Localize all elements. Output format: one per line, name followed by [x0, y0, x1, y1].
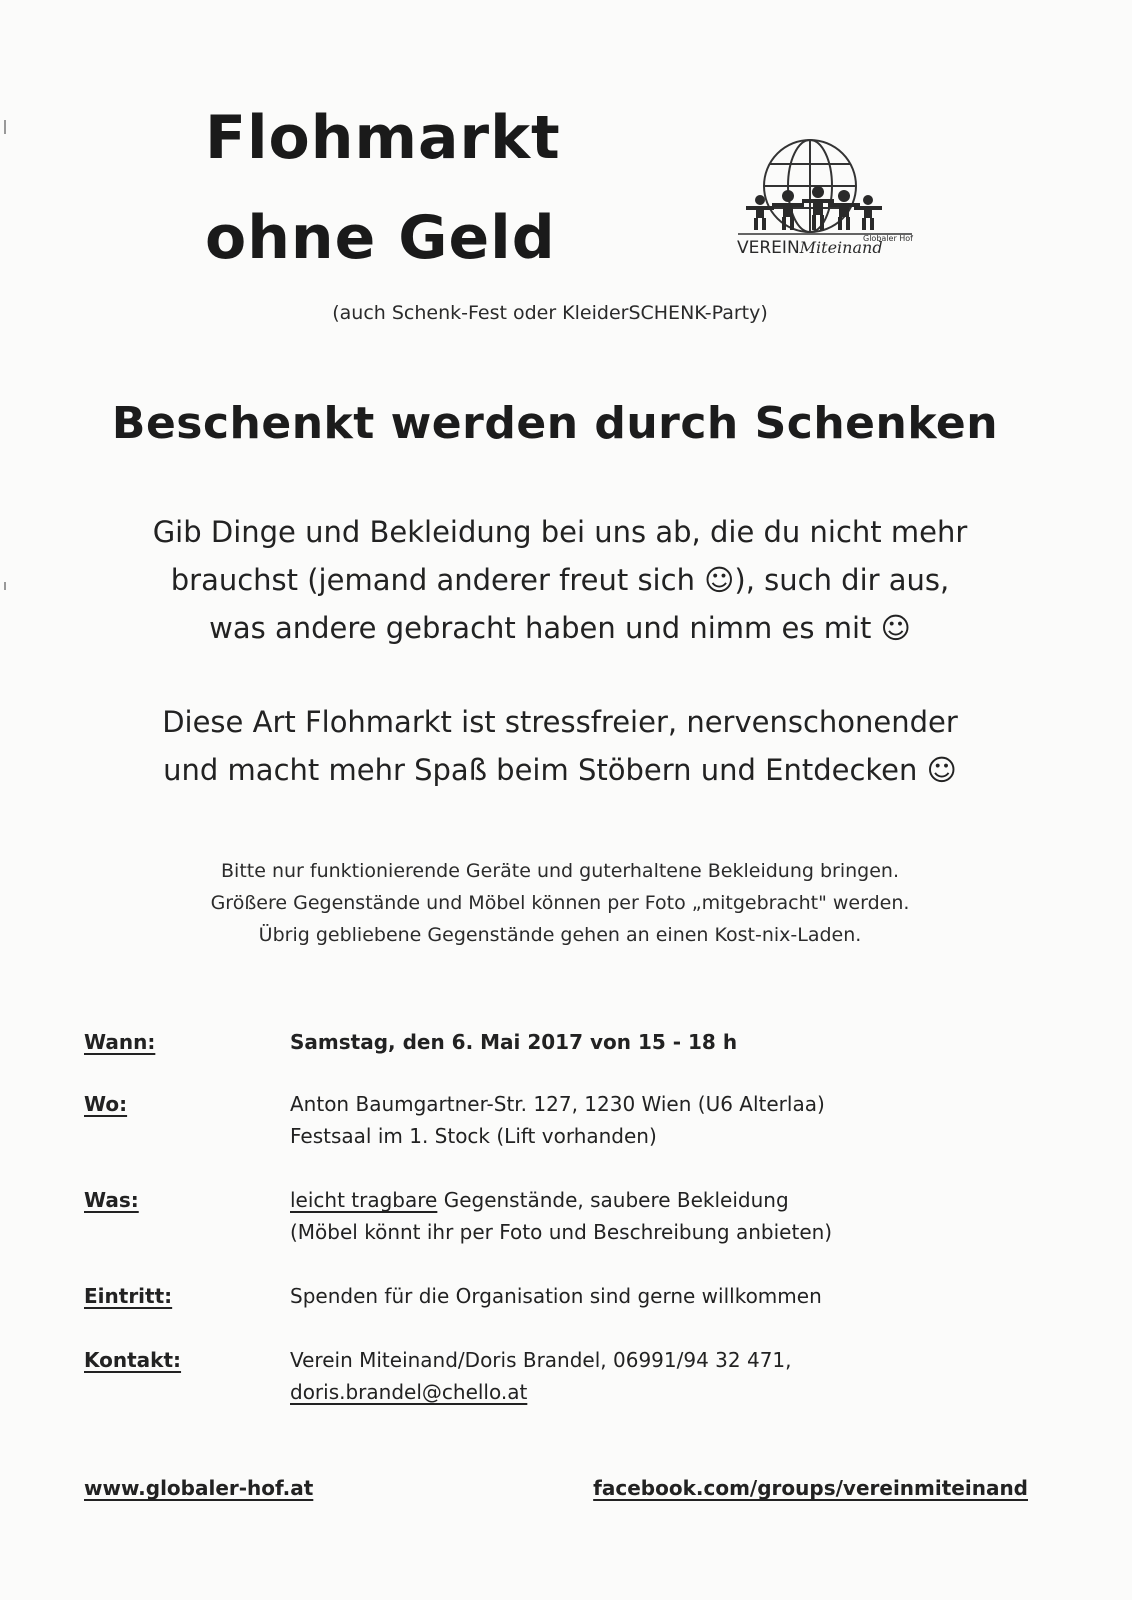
facebook-link[interactable]: facebook.com/groups/vereinmiteinand	[593, 1476, 1028, 1500]
intro-line: was andere gebracht haben und nimm es mit ☺	[209, 611, 911, 645]
title-line-1: Flohmarkt	[205, 103, 561, 173]
note-line: Größere Gegenstände und Möbel können per Foto „mitgebracht" werden.	[210, 892, 910, 914]
intro-paragraph	[60, 508, 1060, 652]
value-wann: Samstag, den 6. Mai 2017 von 15 - 18 h	[290, 1030, 738, 1054]
label-was: Was:	[84, 1188, 139, 1212]
label-wo: Wo:	[84, 1092, 128, 1116]
email-link[interactable]: doris.brandel@chello.at	[290, 1380, 528, 1404]
notes	[60, 855, 1060, 951]
address-line: Festsaal im 1. Stock (Lift vorhanden)	[290, 1124, 657, 1148]
kontakt-line: Verein Miteinand/Doris Brandel, 06991/94 32 471,	[290, 1348, 792, 1372]
intro-line: brauchst (jemand anderer freut sich ☺), such dir aus,	[170, 563, 950, 597]
value-was	[290, 1184, 832, 1248]
logo-small-text: Globaler Hof	[863, 234, 913, 243]
address-line: Anton Baumgartner-Str. 127, 1230 Wien (U6 Alterlaa)	[290, 1092, 825, 1116]
note-line: Übrig gebliebene Gegenstände gehen an einen Kost-nix-Laden.	[258, 924, 862, 946]
logo-wordmark: VEREINMiteinand	[737, 238, 883, 258]
website-link[interactable]: www.globaler-hof.at	[84, 1476, 314, 1500]
benefit-line: Diese Art Flohmarkt ist stressfreier, nervenschonender	[162, 705, 958, 739]
subtitle: (auch Schenk-Fest oder KleiderSCHENK-Party)	[332, 302, 768, 324]
headline: Beschenkt werden durch Schenken	[111, 398, 999, 449]
benefit-paragraph	[60, 698, 1060, 794]
scan-mark	[4, 120, 6, 134]
benefit-line: und macht mehr Spaß beim Stöbern und Entdecken ☺	[163, 753, 957, 787]
title-line-2: ohne Geld	[205, 203, 556, 273]
label-eintritt: Eintritt:	[84, 1284, 173, 1308]
note-line: Bitte nur funktionierende Geräte und guterhaltene Bekleidung bringen.	[221, 860, 899, 882]
value-wo	[290, 1088, 825, 1152]
was-line: leicht tragbare Gegenstände, saubere Bekleidung	[290, 1188, 789, 1212]
value-eintritt: Spenden für die Organisation sind gerne willkommen	[290, 1284, 822, 1308]
label-wann: Wann:	[84, 1030, 156, 1054]
was-line: (Möbel könnt ihr per Foto und Beschreibung anbieten)	[290, 1220, 833, 1244]
scan-mark	[4, 582, 6, 590]
label-kontakt: Kontakt:	[84, 1348, 182, 1372]
value-kontakt	[290, 1344, 792, 1408]
intro-line: Gib Dinge und Bekleidung bei uns ab, die du nicht mehr	[152, 515, 968, 549]
